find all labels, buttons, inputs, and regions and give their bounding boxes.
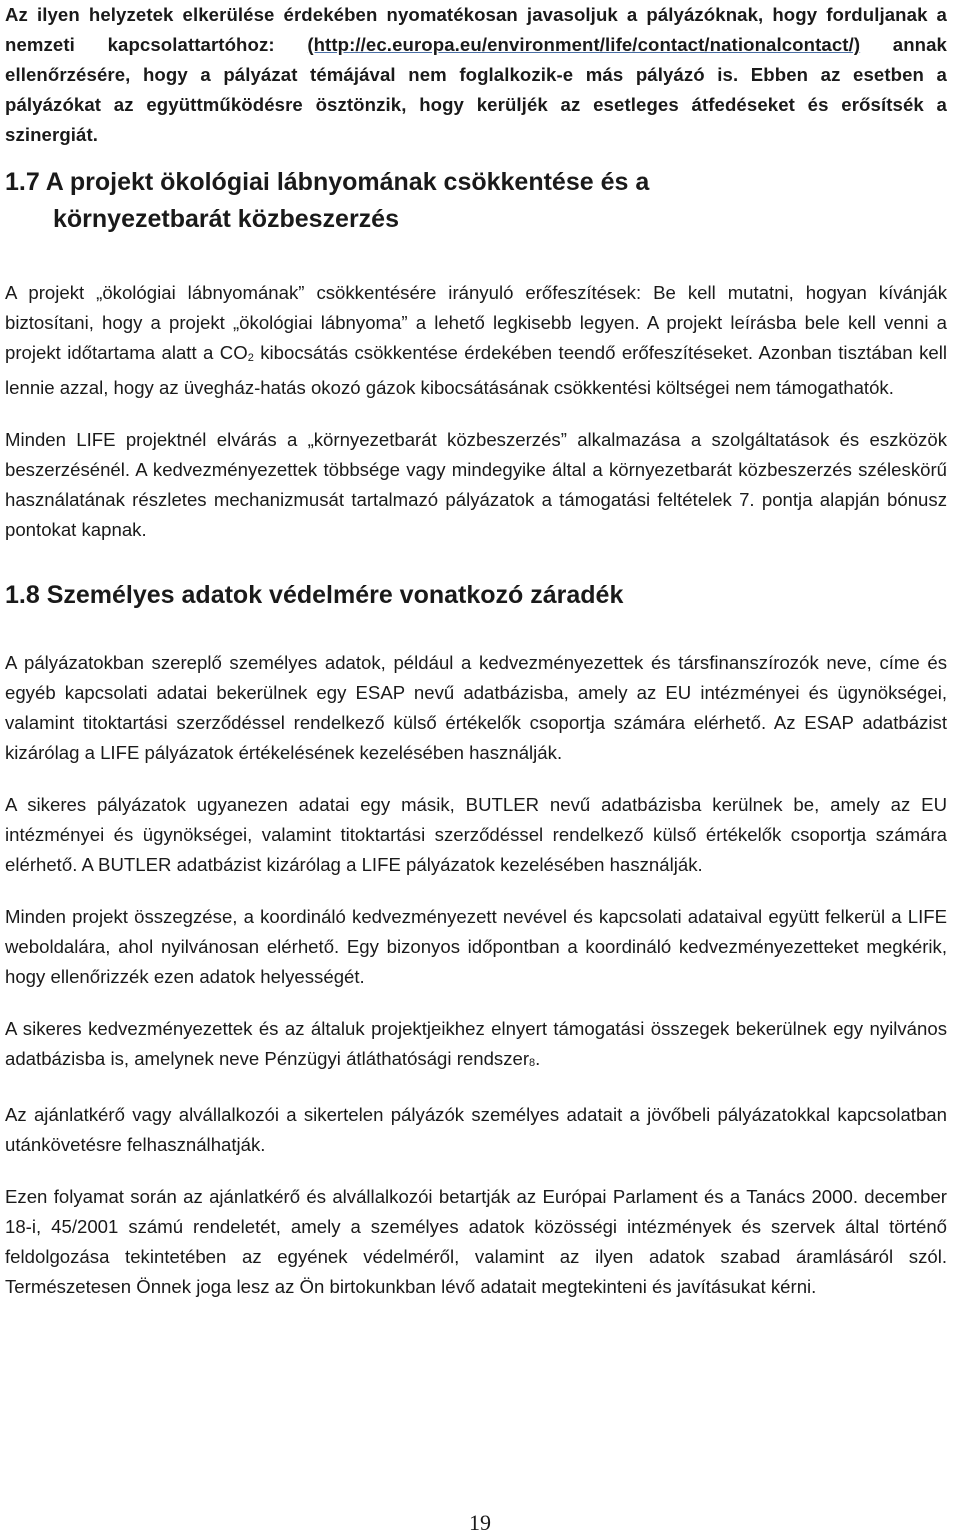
section-1-7-number: 1.7 bbox=[5, 168, 40, 196]
section-1-7-p1-text-a: A projekt „ökológiai lábnyomának” csökkentésére irányuló erőfeszítések: Be kell mutatni, hogyan kívánják biztosítani, hogy a projekt „ökológiai lábnyoma” a lehető legkisebb legyen. A projekt leírásba bele kell venni a projekt időtartama alatt a CO bbox=[5, 282, 947, 363]
section-1-8-p4-end: . bbox=[535, 1048, 541, 1069]
section-1-8-paragraph-4 bbox=[5, 1014, 947, 1078]
section-1-7-title-line1: A projekt ökológiai lábnyomának csökkentése és a bbox=[39, 168, 650, 196]
section-1-8-paragraph-2: A sikeres pályázatok ugyanezen adatai egy másik, BUTLER nevű adatbázisba kerülnek be, amely az EU intézményei és ügynökségei, valamint titoktartási szerződéssel rendelkező külső értékelők csoportja számára elérhető. A BUTLER adatbázist kizárólag a LIFE pályázatok kezelésében használják. bbox=[5, 794, 947, 875]
section-1-7-paragraph-1 bbox=[5, 278, 947, 403]
section-1-8-heading: 1.8 Személyes adatok védelmére vonatkozó záradék bbox=[5, 581, 624, 609]
section-1-8-paragraph-1: A pályázatokban szereplő személyes adatok, például a kedvezményezettek és társfinanszírozók neve, címe és egyéb kapcsolati adatai bekerülnek egy ESAP nevű adatbázisba, amely az EU intézményei és ügynökségei, valamint titoktartási szerződéssel rendelkező külső értékelők csoportja számára elérhető. Az ESAP adatbázist kizárólag a LIFE pályázatok értékelésének kezelésében használják. bbox=[5, 652, 947, 763]
footnote-marker[interactable]: 8 bbox=[529, 1057, 536, 1069]
intro-text-1: Az ilyen helyzetek elkerülése érdekében nyomatékosan javasoljuk a pályázóknak, hogy forduljanak a nemzeti kapcsolattartóhoz: bbox=[5, 4, 947, 55]
section-1-7-heading bbox=[5, 164, 947, 238]
section-1-7-paragraph-2: Minden LIFE projektnél elvárás a „környezetbarát közbeszerzés” alkalmazása a szolgáltatások és eszközök beszerzésénél. A kedvezményezettek többsége vagy mindegyike által a környezetbarát közbeszerzés széleskörű használatának részletes mechanizmusát tartalmazó pályázatok a támogatási feltételek 7. pontja alapján bónusz pontokat kapnak. bbox=[5, 429, 947, 540]
co2-subscript: 2 bbox=[247, 352, 254, 364]
page-number: 19 bbox=[469, 1510, 491, 1535]
document-page bbox=[5, 0, 947, 1302]
section-1-8-p4-text: A sikeres kedvezményezettek és az általuk projektjeikhez elnyert támogatási összegek bekerülnek egy nyilvános adatbázisba is, amelynek neve Pénzügyi átláthatósági rendszer bbox=[5, 1018, 947, 1069]
section-1-7-title-line2: környezetbarát közbeszerzés bbox=[53, 205, 399, 233]
national-contact-link[interactable]: (http://ec.europa.eu/environment/life/contact/nationalcontact/) bbox=[307, 34, 861, 55]
intro-text-2: annak ellenőrzésére, hogy a pályázat témájával nem foglalkozik-e más pályázó is. Ebben az esetben a pályázókat az együttműködésre ösztönzik, hogy kerüljék az esetleges átfedéseket és erősítsék a szinergiát. bbox=[5, 34, 947, 145]
intro-paragraph bbox=[5, 0, 947, 150]
section-1-8-paragraph-5: Az ajánlatkérő vagy alvállalkozói a sikertelen pályázók személyes adatait a jövőbeli pályázatokkal kapcsolatban utánkövetésre felhasználhatják. bbox=[5, 1104, 947, 1155]
section-1-7-p1-text-b: kibocsátás csökkentése érdekében teendő erőfeszítéseket. Azonban tisztában kell lennie azzal, hogy az üvegház-hatás okozó gázok kibocsátásának csökkentési költségei nem támogathatók. bbox=[5, 342, 948, 398]
section-1-8-paragraph-6: Ezen folyamat során az ajánlatkérő és alvállalkozói betartják az Európai Parlament és a Tanács 2000. december 18-i, 45/2001 számú rendeletét, amely a személyes adatok közösségi intézmények és szervek által történő feldolgozása tekintetében az egyének védelméről, valamint az ilyen adatok szabad áramlásáról szól. Természetesen Önnek joga lesz az Ön birtokunkban lévő adatait megtekinteni és javításukat kérni. bbox=[5, 1186, 947, 1297]
section-1-8-paragraph-3: Minden projekt összegzése, a koordináló kedvezményezett nevével és kapcsolati adataival együtt felkerül a LIFE weboldalára, ahol nyilvánosan elérhető. Egy bizonyos időpontban a koordináló kedvezményezetteket megkérik, hogy ellenőrizzék ezen adatok helyességét. bbox=[5, 906, 947, 987]
